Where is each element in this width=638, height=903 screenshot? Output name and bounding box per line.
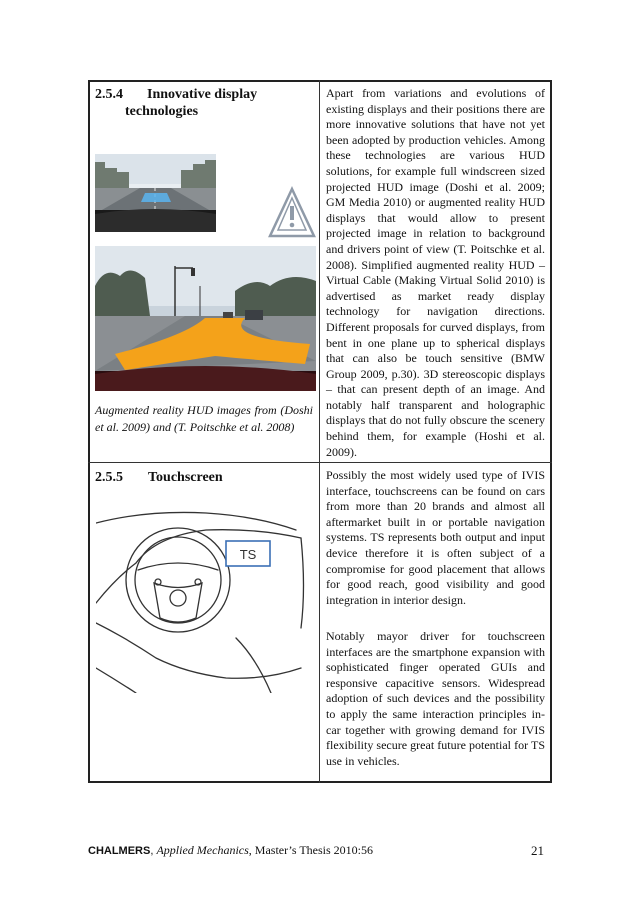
figure-caption: Augmented reality HUD images from (Doshi et al. 2009) and (T. Poitschke et al. 2008) (95, 403, 313, 434)
ts-label: TS (239, 547, 257, 562)
section-title: Touchscreen (148, 470, 223, 485)
section-number: 2.5.5 (95, 470, 123, 485)
section-body-touchscreen-1: Possibly the most widely used type of IVIS interface, touchscreens can be found on cars from more than 20 brands and almost all aftermarket built in or portable navigation systems. TS represents both output and input device therefore it is often subject of a compromise for good placement that allows for good reach, good visibility and good integration in interior design. (326, 468, 545, 607)
content-table (88, 80, 552, 783)
hud-photo-windscreen (95, 154, 216, 232)
footer-year: 2010:56 (333, 843, 374, 857)
section-number: 2.5.4 (95, 87, 123, 102)
footer-thesis: , Master’s Thesis (248, 843, 334, 857)
column-divider (319, 80, 320, 783)
hud-photo-augmented-arrow (95, 246, 316, 391)
section-title-line1: Innovative display (147, 87, 258, 102)
footer-source: CHALMERS, Applied Mechanics, Master’s Thesis 2010:56 (88, 843, 374, 857)
section-title-line2: technologies (125, 104, 199, 119)
section-heading-innovative-display (95, 86, 257, 120)
touchscreen-interior-sketch (96, 508, 311, 693)
page-number: 21 (531, 843, 544, 858)
section-body-innovative-display: Apart from variations and evolutions of existing displays and their positions there are more innovative solutions that have not yet been adopted by production vehicles. Among these technologies are various HUD solutions, for example full windscreen sized projected HUD image (Doshi et al. 2009; GM Media 2010) or augmented reality HUD displays that would allow to present projected image in relation to background and drivers point of view (T. Poitschke et al. 2008). Simplified augmented reality HUD – Virtual Cable (Making Virtual Solid 2010) is advertised as market ready display technology for navigation directions. Different proposals for curved displays, from bent in one plane up to spherical displays that can also be touch sensitive (BMW Group 2009, p.30). 3D stereoscopic displays – that can present depth of an image. And notably half transparent and holographic displays that do not fully obscure the scenery behind them, for example (Hoshi et al. 2009). (326, 86, 545, 459)
footer-series: Applied Mechanics (156, 843, 249, 857)
section-body-touchscreen-2: Notably mayor driver for touchscreen interfaces are the smartphone expansion with sophisticated finger operated GUIs and responsive capacitive sensors. Widespread adoption of such devices and the possibility to apply the same interaction principles in-car together with growing demand for IVIS flexibility secure great future potential for TS use in vehicles. (326, 629, 545, 768)
footer-brand: CHALMERS (88, 845, 151, 857)
row-divider (88, 462, 552, 463)
section-heading-touchscreen (95, 469, 223, 486)
warning-triangle-icon (267, 186, 317, 242)
